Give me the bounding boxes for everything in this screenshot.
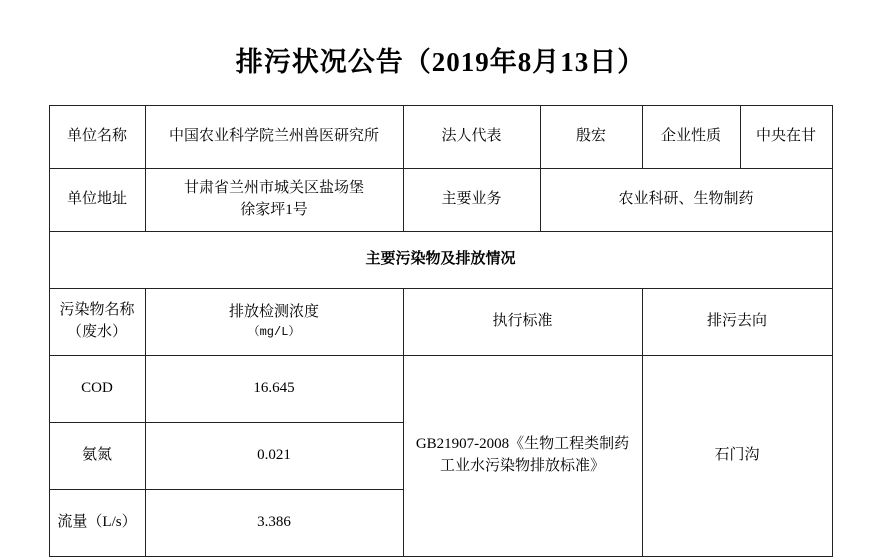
- column-header-pollutant-sub: （废水）: [66, 324, 127, 340]
- main-business-label: 主要业务: [403, 169, 540, 232]
- main-business-value: 农业科研、生物制药: [540, 169, 832, 232]
- column-header-pollutant: [49, 289, 145, 356]
- column-header-pollutant-main: 污染物名称: [59, 302, 135, 319]
- section-header-row: [49, 232, 832, 289]
- pollutant-name: COD: [49, 356, 145, 423]
- legal-rep-value: 殷宏: [540, 106, 642, 169]
- section-title: 主要污染物及排放情况: [49, 232, 832, 289]
- standard-line-2: 工业水污染物排放标准》: [439, 458, 605, 474]
- column-header-concentration-main: 排放检测浓度: [228, 304, 319, 321]
- column-header-concentration: [145, 289, 403, 356]
- table-row: [49, 356, 832, 423]
- enterprise-type-label: 企业性质: [642, 106, 740, 169]
- standard-line-1: GB21907-2008《生物工程类制药: [415, 436, 630, 453]
- column-header-concentration-unit: （mg/L）: [247, 325, 301, 340]
- enterprise-type-value: 中央在甘: [740, 106, 832, 169]
- pollution-disclosure-table: [49, 105, 833, 557]
- destination-value: 石门沟: [642, 356, 832, 557]
- unit-address-line-2: 徐家坪1号: [240, 202, 308, 218]
- unit-name-label: 单位名称: [49, 106, 145, 169]
- legal-rep-label: 法人代表: [403, 106, 540, 169]
- pollutant-value: 0.021: [145, 423, 403, 490]
- page-title: 排污状况公告（2019年8月13日）: [235, 47, 646, 77]
- column-header-destination: 排污去向: [642, 289, 832, 356]
- pollutant-name: 流量（L/s）: [49, 490, 145, 557]
- table-header-row: [49, 289, 832, 356]
- pollutant-name: 氨氮: [49, 423, 145, 490]
- document-page: [0, 40, 881, 554]
- standard-value: [403, 356, 642, 557]
- unit-address-line-1: 甘肃省兰州市城关区盐场堡: [183, 180, 364, 197]
- unit-name-value: 中国农业科学院兰州兽医研究所: [145, 106, 403, 169]
- table-row: [49, 169, 832, 232]
- pollutant-value: 16.645: [145, 356, 403, 423]
- table-row: [49, 106, 832, 169]
- column-header-standard: 执行标准: [403, 289, 642, 356]
- pollutant-value: 3.386: [145, 490, 403, 557]
- unit-address-value: [145, 169, 403, 232]
- unit-address-label: 单位地址: [49, 169, 145, 232]
